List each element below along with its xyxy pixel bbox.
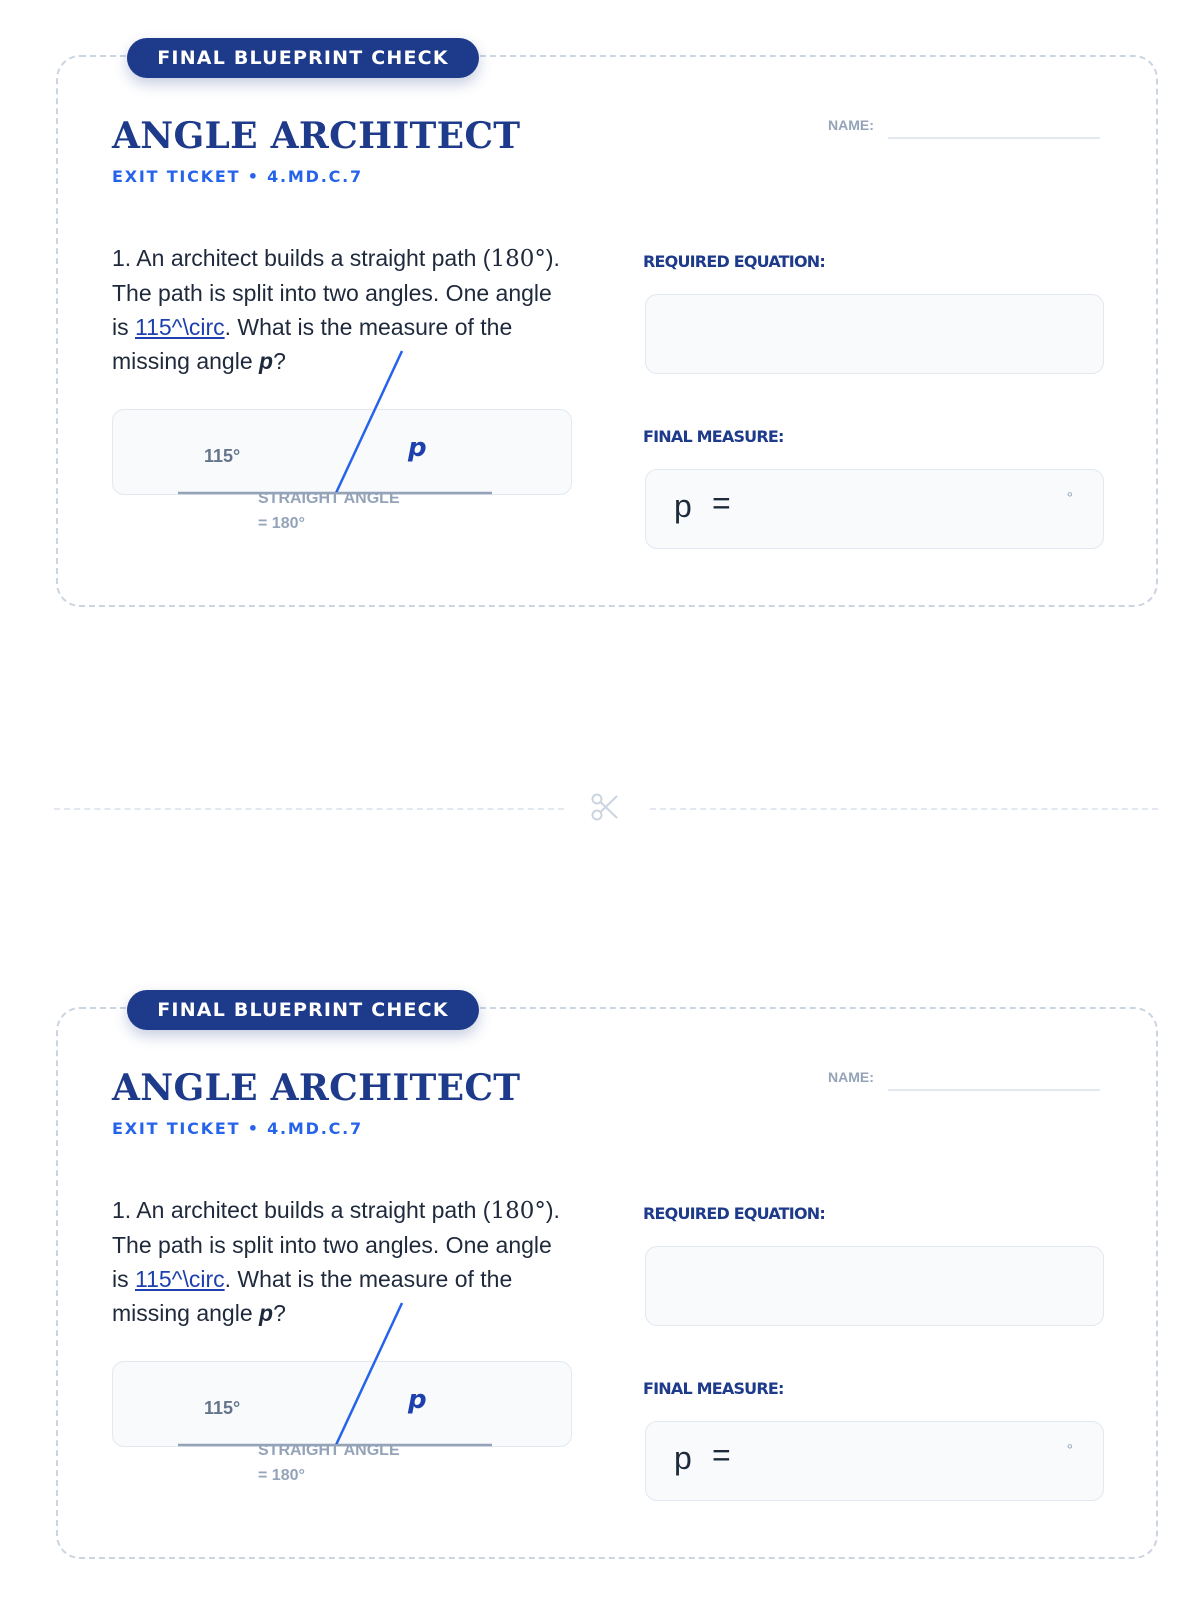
question-variable: p xyxy=(259,348,274,374)
question-part: 1. An architect builds a straight path ( xyxy=(112,245,491,271)
given-angle-link[interactable]: 115^\circ xyxy=(135,314,225,340)
given-angle-label: 115° xyxy=(204,446,241,466)
ticket-title: ANGLE ARCHITECT xyxy=(112,115,521,157)
name-field[interactable] xyxy=(888,137,1100,139)
measure-variable: p xyxy=(674,488,692,524)
given-angle-label: 115° xyxy=(204,1398,241,1418)
variable-label: p xyxy=(408,1385,427,1415)
variable-label: p xyxy=(408,433,427,463)
diagram-caption: STRAIGHT ANGLE xyxy=(258,1442,400,1459)
question-variable: p xyxy=(259,1300,274,1326)
total-angle-value: 180° xyxy=(490,246,546,272)
question-part: 1. An architect builds a straight path ( xyxy=(112,1197,491,1223)
final-measure-input[interactable] xyxy=(645,1421,1104,1501)
angle-ray xyxy=(336,1303,402,1445)
final-measure-label: FINAL MEASURE: xyxy=(643,1379,784,1398)
exit-ticket-card xyxy=(56,999,1158,1559)
required-equation-label: REQUIRED EQUATION: xyxy=(643,1204,825,1223)
exit-ticket-card xyxy=(56,47,1158,607)
ticket-subtitle: EXIT TICKET • 4.MD.C.7 xyxy=(112,1119,363,1138)
total-angle-value: 180° xyxy=(490,1198,546,1224)
question-part: . What is the measure of the missing angle xyxy=(112,1266,513,1326)
final-blueprint-badge: FINAL BLUEPRINT CHECK xyxy=(127,38,479,78)
final-blueprint-badge: FINAL BLUEPRINT CHECK xyxy=(127,990,479,1030)
name-label: NAME: xyxy=(828,1069,874,1085)
scissors-icon xyxy=(590,792,620,822)
diagram-caption: = 180° xyxy=(258,1467,305,1484)
question-part: ? xyxy=(273,1300,286,1326)
given-angle-link[interactable]: 115^\circ xyxy=(135,1266,225,1292)
final-measure-input[interactable] xyxy=(645,469,1104,549)
question-part: . What is the measure of the missing angle xyxy=(112,314,513,374)
angle-ray xyxy=(336,351,402,493)
measure-variable: p xyxy=(674,1440,692,1476)
angle-diagram xyxy=(112,1303,572,1484)
name-label: NAME: xyxy=(828,117,874,133)
ticket-title: ANGLE ARCHITECT xyxy=(112,1067,521,1109)
angle-diagram xyxy=(112,351,572,532)
degree-symbol: ° xyxy=(1066,490,1073,507)
diagram-caption: STRAIGHT ANGLE xyxy=(258,490,400,507)
name-field[interactable] xyxy=(888,1089,1100,1091)
cut-line xyxy=(650,808,1158,810)
required-equation-label: REQUIRED EQUATION: xyxy=(643,252,825,271)
diagram-caption: = 180° xyxy=(258,515,305,532)
equation-input[interactable] xyxy=(645,1246,1104,1326)
measure-equals: = xyxy=(712,485,731,521)
degree-symbol: ° xyxy=(1066,1442,1073,1459)
question-part: ). The path is split into two angles. One angle is xyxy=(112,1197,560,1292)
measure-equals: = xyxy=(712,1437,731,1473)
cut-line xyxy=(54,808,564,810)
ticket-subtitle: EXIT TICKET • 4.MD.C.7 xyxy=(112,167,363,186)
final-measure-label: FINAL MEASURE: xyxy=(643,427,784,446)
question-part: ). The path is split into two angles. One angle is xyxy=(112,245,560,340)
question-part: ? xyxy=(273,348,286,374)
equation-input[interactable] xyxy=(645,294,1104,374)
